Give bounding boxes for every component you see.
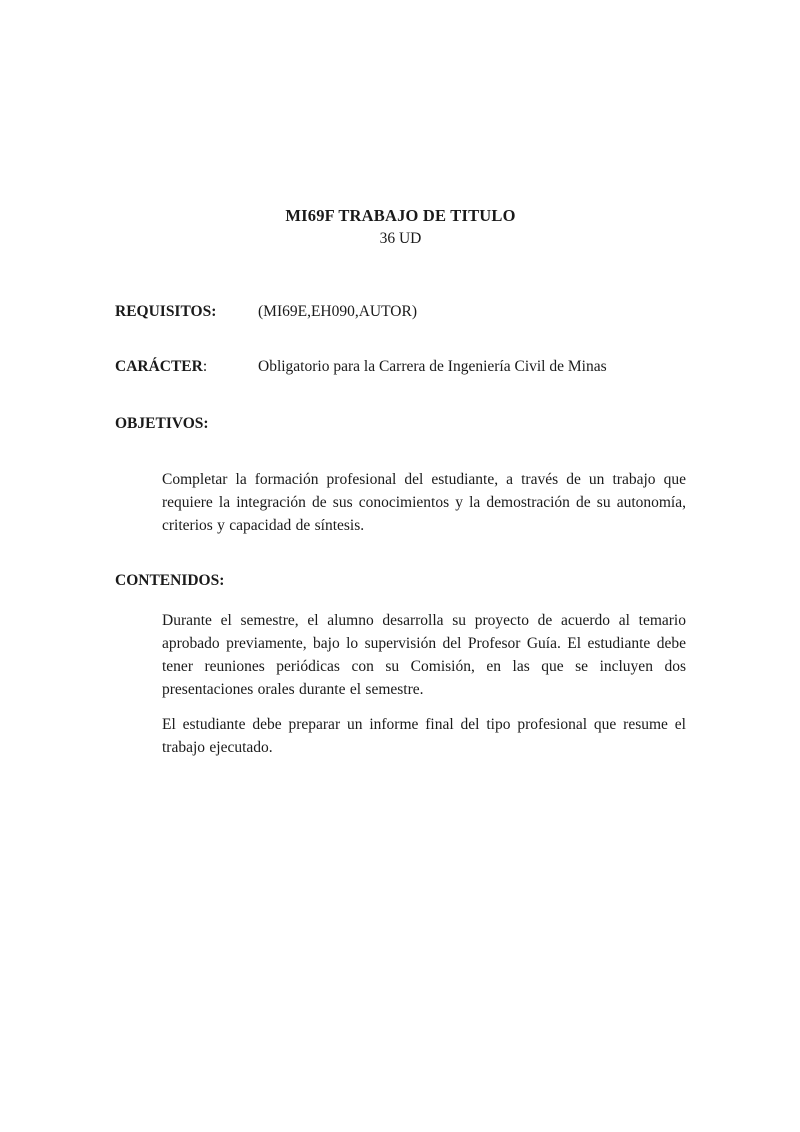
course-title: MI69F TRABAJO DE TITULO — [285, 206, 516, 225]
field-label-caracter — [115, 358, 258, 376]
field-label-text: REQUISITOS: — [115, 303, 217, 320]
field-value-requisitos: (MI69E,EH090,AUTOR) — [258, 303, 418, 320]
field-row-caracter — [115, 358, 686, 376]
field-label-suffix: : — [202, 358, 208, 375]
paragraph-objetivos: Completar la formación profesional del estudiante, a través de un trabajo que requiere la integración de sus conocimientos y la demostración de su autonomía, criterios y capacidad de síntesis. — [162, 471, 686, 534]
paragraph-contenidos-2: El estudiante debe preparar un informe final del tipo profesional que resume el trabajo ejecutado. — [162, 716, 686, 756]
field-row-requisitos — [115, 303, 686, 321]
course-credits: 36 UD — [379, 230, 422, 247]
field-label-text: CARÁCTER — [115, 358, 203, 375]
section-heading-contenidos: CONTENIDOS: — [115, 572, 225, 589]
field-label-requisitos — [115, 303, 258, 321]
paragraph-contenidos-1: Durante el semestre, el alumno desarrolla su proyecto de acuerdo al temario aprobado previamente, bajo lo supervisión del Profesor Guía. El estudiante debe tener reuniones periódicas con su Comisión, en las que se incluyen dos presentaciones orales durante el semestre. — [162, 612, 686, 698]
title-block — [115, 206, 686, 248]
section-heading-objetivos: OBJETIVOS: — [115, 415, 209, 432]
field-value-caracter: Obligatorio para la Carrera de Ingeniería Civil de Minas — [258, 358, 607, 375]
